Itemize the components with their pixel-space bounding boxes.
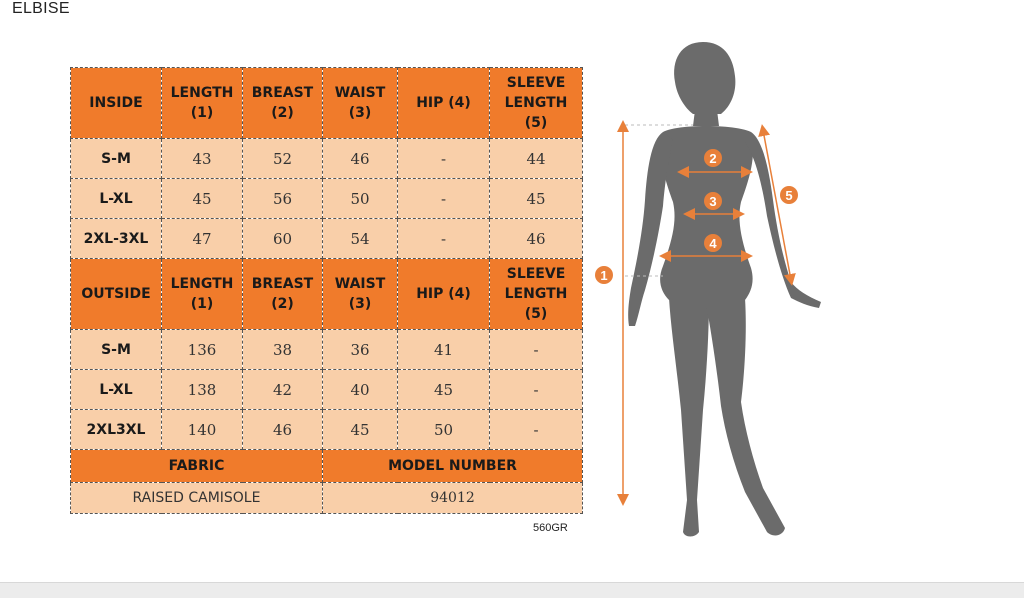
waist-header-cell: WAIST (3) [323, 259, 398, 330]
table-row [71, 179, 583, 219]
footer-value-row [71, 483, 583, 514]
size-cell: 2XL-3XL [71, 219, 162, 259]
size-cell: 2XL3XL [71, 410, 162, 450]
value-cell: 42 [243, 370, 323, 410]
marker-2-label: 2 [709, 151, 717, 166]
size-cell: S-M [71, 139, 162, 179]
brand-name: ELBISE [12, 0, 70, 17]
value-cell: - [490, 410, 583, 450]
size-cell: S-M [71, 330, 162, 370]
value-cell: 45 [490, 179, 583, 219]
length-label: LENGTH [170, 85, 234, 101]
outside-header-cell: OUTSIDE [71, 259, 162, 330]
product-code: 560GR [533, 522, 568, 534]
length-header-cell: LENGTH (1) [162, 68, 243, 139]
model-number-label: MODEL NUMBER [323, 450, 583, 483]
female-silhouette-icon [628, 42, 821, 537]
value-cell: 43 [162, 139, 243, 179]
footer-header-row [71, 450, 583, 483]
value-cell: 46 [323, 139, 398, 179]
table-row [71, 370, 583, 410]
value-cell: 136 [162, 330, 243, 370]
value-cell: 45 [162, 179, 243, 219]
inside-header-row [71, 68, 583, 139]
value-cell: 140 [162, 410, 243, 450]
bottom-bar [0, 582, 1024, 598]
value-cell: 40 [323, 370, 398, 410]
value-cell: - [490, 370, 583, 410]
breast-header-cell: BREAST (2) [243, 68, 323, 139]
value-cell: - [398, 219, 490, 259]
sleeve-header-cell: SLEEVE LENGTH (5) [490, 68, 583, 139]
size-cell: L-XL [71, 370, 162, 410]
marker-5-label: 5 [785, 188, 793, 203]
breast-header-cell: BREAST (2) [243, 259, 323, 330]
fabric-value: RAISED CAMISOLE [71, 483, 323, 514]
value-cell: 46 [243, 410, 323, 450]
table-row [71, 139, 583, 179]
size-cell: L-XL [71, 179, 162, 219]
value-cell: 44 [490, 139, 583, 179]
outside-header-row [71, 259, 583, 330]
value-cell: 50 [323, 179, 398, 219]
value-cell: 50 [398, 410, 490, 450]
table-row [71, 219, 583, 259]
value-cell: 45 [398, 370, 490, 410]
value-cell: 41 [398, 330, 490, 370]
value-cell: 54 [323, 219, 398, 259]
value-cell: - [398, 179, 490, 219]
model-number-value: 94012 [323, 483, 583, 514]
hip-header-cell: HIP (4) [398, 259, 490, 330]
marker-1-label: 1 [600, 268, 608, 283]
value-cell: 36 [323, 330, 398, 370]
size-chart-table [70, 67, 583, 514]
fabric-label: FABRIC [71, 450, 323, 483]
hip-header-cell: HIP (4) [398, 68, 490, 139]
value-cell: 38 [243, 330, 323, 370]
value-cell: 60 [243, 219, 323, 259]
table-row [71, 330, 583, 370]
value-cell: 47 [162, 219, 243, 259]
sleeve-header-cell: SLEEVE LENGTH (5) [490, 259, 583, 330]
value-cell: 52 [243, 139, 323, 179]
waist-header-cell: WAIST (3) [323, 68, 398, 139]
marker-4-label: 4 [709, 236, 717, 251]
value-cell: 138 [162, 370, 243, 410]
value-cell: - [398, 139, 490, 179]
inside-header-cell: INSIDE [71, 68, 162, 139]
marker-3-label: 3 [709, 194, 717, 209]
value-cell: 56 [243, 179, 323, 219]
value-cell: 45 [323, 410, 398, 450]
value-cell: - [490, 330, 583, 370]
length-header-cell: LENGTH (1) [162, 259, 243, 330]
table-row [71, 410, 583, 450]
measurement-figure [585, 30, 845, 560]
value-cell: 46 [490, 219, 583, 259]
